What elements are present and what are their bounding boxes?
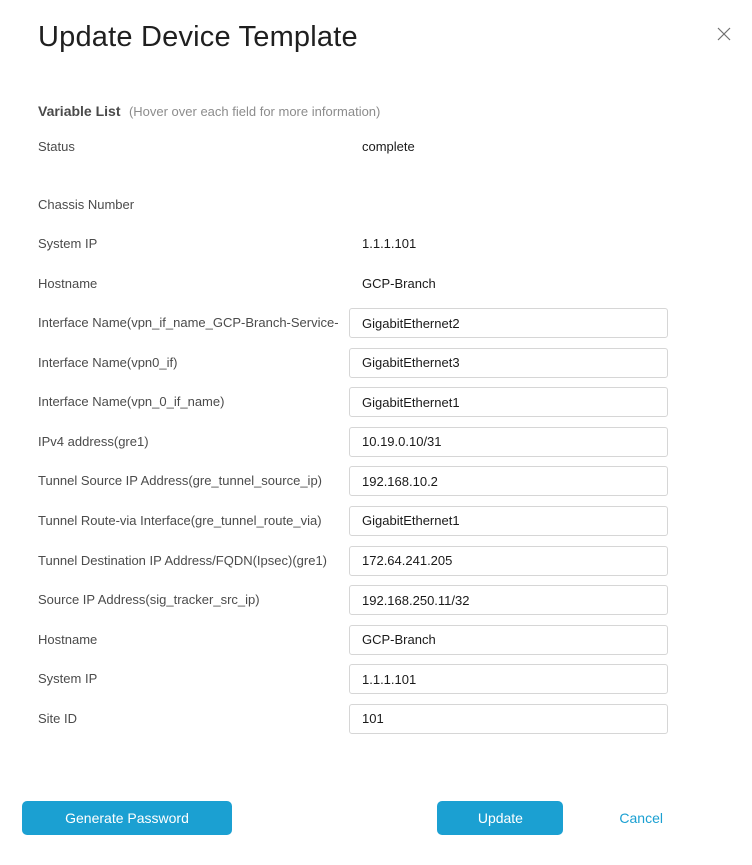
footer-right-group: [437, 801, 663, 835]
editable-row: [38, 625, 752, 655]
field-label: Status: [38, 139, 75, 154]
editable-row: [38, 308, 752, 338]
field-input[interactable]: [349, 625, 668, 655]
update-button[interactable]: Update: [437, 801, 563, 835]
page-title: Update Device Template: [38, 21, 358, 53]
close-icon[interactable]: [716, 26, 732, 42]
field-input[interactable]: [349, 308, 668, 338]
editable-row: [38, 585, 752, 615]
readonly-row: [38, 269, 752, 299]
cancel-button[interactable]: Cancel: [619, 809, 663, 826]
field-input[interactable]: [349, 506, 668, 536]
editable-row: [38, 387, 752, 417]
variable-list-hint: (Hover over each field for more information): [128, 104, 381, 119]
field-input[interactable]: [349, 466, 668, 496]
readonly-row: [38, 229, 752, 259]
editable-row: [38, 466, 752, 496]
editable-row: [38, 664, 752, 694]
field-input[interactable]: [349, 704, 668, 734]
field-input[interactable]: [349, 664, 668, 694]
field-label: System IP: [38, 671, 98, 687]
close-x-glyph: [717, 27, 731, 41]
field-label: System IP: [38, 236, 98, 251]
field-label: Tunnel Source IP Address(gre_tunnel_source_ip): [38, 473, 323, 489]
field-value: complete: [362, 139, 415, 154]
field-label: Chassis Number: [38, 196, 135, 212]
generate-password-button[interactable]: Generate Password: [22, 801, 232, 835]
readonly-row: [38, 132, 752, 162]
field-label: IPv4 address(gre1): [38, 433, 149, 449]
editable-row: [38, 427, 752, 457]
field-input[interactable]: [349, 387, 668, 417]
field-label: Interface Name(vpn0_if): [38, 354, 178, 370]
field-value: GCP-Branch: [362, 275, 436, 291]
field-label: Tunnel Destination IP Address/FQDN(Ipsec)(gre1): [38, 552, 328, 568]
field-label: Source IP Address(sig_tracker_src_ip): [38, 592, 260, 608]
variable-list-title: Variable List: [38, 103, 121, 119]
field-label: Interface Name(vpn_if_name_GCP-Branch-Service-: [38, 315, 339, 330]
field-value: 1.1.1.101: [362, 236, 417, 251]
editable-row: [38, 506, 752, 536]
editable-row: [38, 546, 752, 576]
field-input[interactable]: [349, 546, 668, 576]
field-label: Site ID: [38, 710, 78, 726]
field-label: Hostname: [38, 275, 98, 291]
field-label: Tunnel Route-via Interface(gre_tunnel_route_via): [38, 512, 322, 528]
field-input[interactable]: [349, 348, 668, 378]
field-input[interactable]: [349, 427, 668, 457]
field-label: Hostname: [38, 631, 98, 647]
field-input[interactable]: [349, 585, 668, 615]
update-device-template-modal: [0, 20, 752, 865]
variable-list-header: [38, 103, 752, 120]
field-label: Interface Name(vpn_0_if_name): [38, 394, 225, 410]
editable-field-list: [38, 308, 752, 734]
readonly-field-list: [38, 132, 752, 299]
editable-row: [38, 348, 752, 378]
modal-footer: [0, 801, 752, 835]
editable-row: [38, 704, 752, 734]
readonly-row: [38, 190, 752, 220]
